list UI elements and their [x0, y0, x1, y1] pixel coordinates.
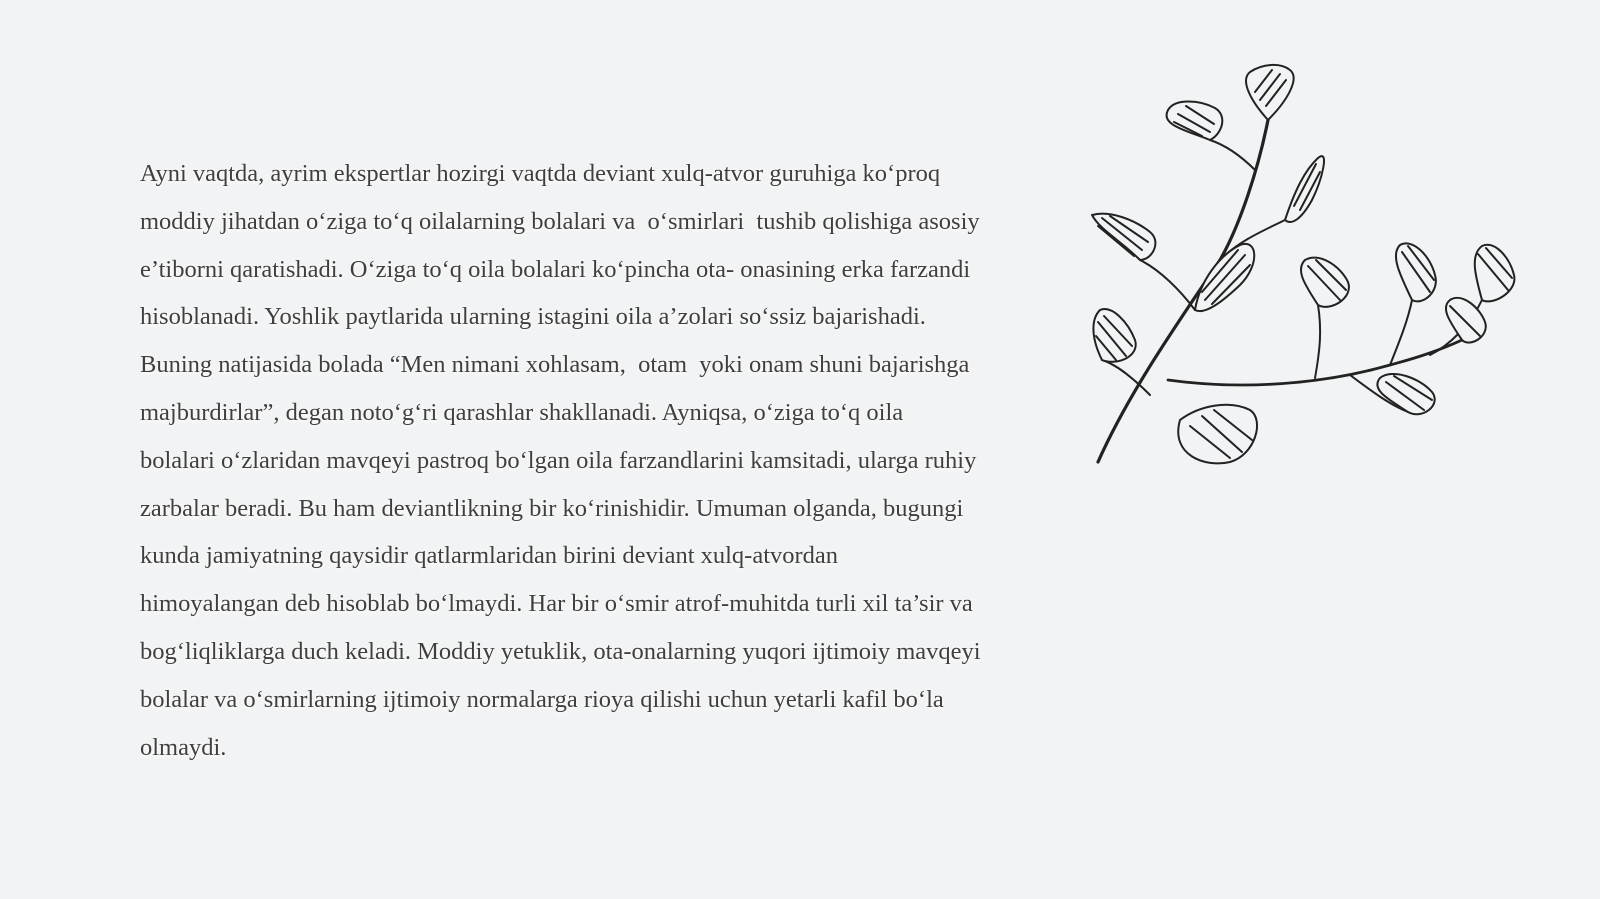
text-line: kunda jamiyatning qaysidir qatlarmlaridan birini deviant xulq-atvordan	[140, 542, 839, 570]
text-line: bog‘liqliklarga duch keladi. Moddiy yetuklik, ota-onalarning yuqori ijtimoiy mavqeyi	[140, 637, 981, 665]
text-line: zarbalar beradi. Bu ham deviantlikning bir ko‘rinishidir. Umuman olganda, bugungi	[140, 494, 964, 522]
text-line: himoyalangan deb hisoblab bo‘lmaydi. Har bir o‘smir atrof-muhitda turli xil ta’sir va	[140, 590, 973, 618]
text-line: majburdirlar”, degan noto‘g‘ri qarashlar shakllanadi. Ayniqsa, o‘ziga to‘q oila	[140, 398, 904, 426]
text-line: olmaydi.	[140, 733, 227, 761]
text-line: moddiy jihatdan o‘ziga to‘q oilalarning bolalari va o‘smirlari tushib qolishiga asosiy	[140, 207, 980, 235]
text-line: bolalari o‘zlaridan mavqeyi pastroq bo‘lgan oila farzandlarini kamsitadi, ularga ruhiy	[140, 446, 977, 474]
ginkgo-leaf-branch-icon	[1090, 60, 1520, 480]
text-line: hisoblanadi. Yoshlik paytlarida ularning istagini oila a’zolari so‘ssiz bajarishadi.	[140, 303, 926, 331]
text-line: Ayni vaqtda, ayrim ekspertlar hozirgi vaqtda deviant xulq-atvor guruhiga ko‘proq	[140, 160, 941, 187]
text-line: bolalar va o‘smirlarning ijtimoiy normalarga rioya qilishi uchun yetarli kafil bo‘la	[140, 685, 944, 713]
body-text	[140, 150, 1060, 771]
text-line: e’tiborni qaratishadi. O‘ziga to‘q oila bolalari ko‘pincha ota- onasining erka farzandi	[140, 255, 971, 283]
text-line: Buning natijasida bolada “Men nimani xohlasam, otam yoki onam shuni bajarishga	[140, 351, 970, 379]
